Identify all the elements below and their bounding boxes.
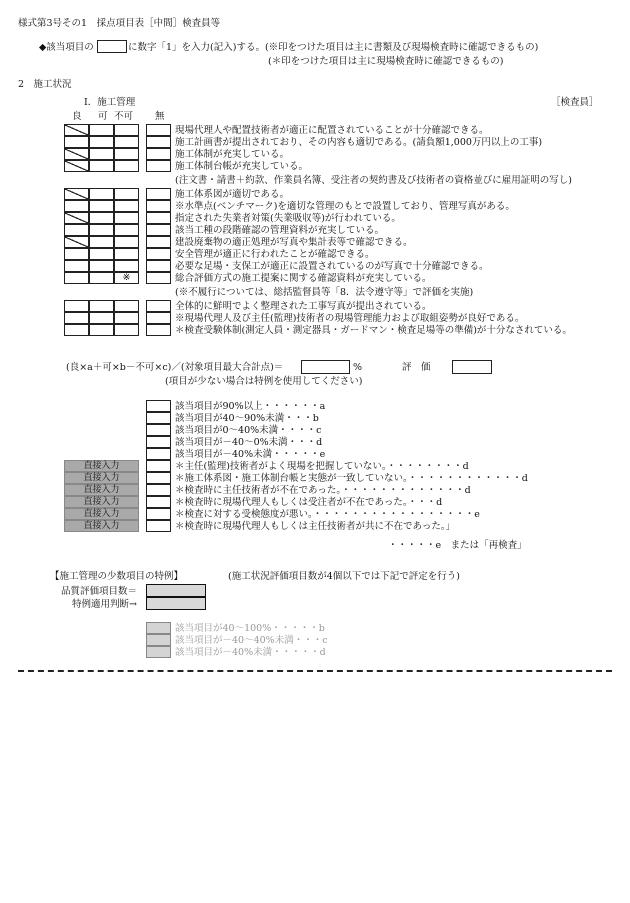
item-text: 施工体制台帳が充実している。: [175, 161, 309, 172]
none-cell[interactable]: [146, 324, 171, 336]
poor-cell[interactable]: [114, 188, 139, 200]
fair-cell[interactable]: [89, 212, 114, 224]
direct-input-cell[interactable]: [146, 520, 171, 532]
direct-item-text: ＊検査に対する受検態度が悪い。・・・・・・・・・・・・・・・・・e: [175, 509, 480, 520]
poor-cell[interactable]: [114, 324, 139, 336]
special-criteria-text: 該当項目が40～100%・・・・・b: [175, 623, 325, 634]
poor-cell[interactable]: [114, 212, 139, 224]
good-cell[interactable]: [64, 324, 89, 336]
good-cell[interactable]: [64, 148, 89, 160]
column-header-good: 良: [72, 111, 82, 122]
direct-input-label: 直接入力: [64, 496, 139, 508]
direct-input-label: 直接入力: [64, 508, 139, 520]
item-text: 現場代理人や配置技術者が適正に配置されていることが十分確認できる。: [175, 125, 489, 136]
none-cell[interactable]: [146, 136, 171, 148]
special-criteria-cell[interactable]: [146, 646, 171, 658]
formula-note: (項目が少ない場合は特例を使用してください): [165, 376, 363, 387]
good-cell[interactable]: [64, 160, 89, 172]
good-cell[interactable]: [64, 136, 89, 148]
poor-cell[interactable]: [114, 248, 139, 260]
special-criteria-cell[interactable]: [146, 634, 171, 646]
none-cell[interactable]: [146, 212, 171, 224]
criteria-text: 該当項目が0～40%未満・・・・c: [175, 425, 322, 436]
special-criteria-cell[interactable]: [146, 622, 171, 634]
criteria-cell[interactable]: [146, 448, 171, 460]
fair-cell[interactable]: [89, 136, 114, 148]
none-cell[interactable]: [146, 224, 171, 236]
fair-cell[interactable]: [89, 124, 114, 136]
good-cell[interactable]: [64, 124, 89, 136]
item-text: 該当工種の段階確認の管理資料が充実している。: [175, 225, 385, 236]
none-cell[interactable]: [146, 200, 171, 212]
fair-cell[interactable]: [89, 260, 114, 272]
column-header-fair: 可: [98, 111, 108, 122]
special-title: 【施工管理の少数項目の特例】: [50, 571, 184, 582]
item-text: 全体的に鮮明でよく整理された工事写真が提出されている。: [175, 301, 432, 312]
fair-cell[interactable]: [89, 160, 114, 172]
good-cell[interactable]: [64, 200, 89, 212]
subsection-title: Ⅰ．施工管理: [84, 97, 136, 108]
item-text: ※現場代理人及び主任(監理)技術者の現場管理能力および取組姿勢が良好である。: [175, 313, 525, 324]
direct-item-text: ＊施工体系図・施工体制台帳と実態が一致していない。・・・・・・・・・・・・d: [175, 473, 528, 484]
direct-input-cell[interactable]: [146, 460, 171, 472]
fair-cell[interactable]: [89, 248, 114, 260]
good-cell[interactable]: [64, 300, 89, 312]
direct-input-label: 直接入力: [64, 472, 139, 484]
instruction-text: に数字「1」を入力(記入)する。(※印をつけた項目は主に書類及び現場検査時に確認できるもの): [128, 42, 539, 53]
fair-cell[interactable]: [89, 300, 114, 312]
mark-symbol: ※: [122, 272, 131, 283]
none-cell[interactable]: [146, 312, 171, 324]
item-text: ※水準点(ベンチマーク)を適切な管理のもとで設置しており、管理写真がある。: [175, 201, 515, 212]
fair-cell[interactable]: [89, 272, 114, 284]
dashed-divider: [18, 670, 612, 672]
item-text: 建設廃棄物の適正処理が写真や集計表等で確認できる。: [175, 237, 413, 248]
none-cell[interactable]: [146, 124, 171, 136]
good-cell[interactable]: [64, 224, 89, 236]
fair-cell[interactable]: [89, 224, 114, 236]
good-cell[interactable]: [64, 312, 89, 324]
evaluation-result-field[interactable]: [452, 360, 492, 374]
direct-input-cell[interactable]: [146, 472, 171, 484]
direct-footer: ・・・・・e または「再検査」: [388, 540, 527, 551]
item-text: 施工体系図が適切である。: [175, 189, 290, 200]
good-cell[interactable]: [64, 272, 89, 284]
direct-item-text: ＊検査時に現場代理人もしくは受注者が不在であった。・・・d: [175, 497, 443, 508]
item-text: 施工計画書が提出されており、その内容も適切である。(請負額1,000万円以上の工事): [175, 137, 543, 148]
criteria-cell[interactable]: [146, 412, 171, 424]
none-cell[interactable]: [146, 300, 171, 312]
item-text: 安全管理が適正に行われたことが確認できる。: [175, 249, 375, 260]
direct-item-text: ＊検査時に主任技術者が不在であった。・・・・・・・・・・・・・d: [175, 485, 471, 496]
percentage-result-field[interactable]: [301, 360, 350, 374]
fair-cell[interactable]: [89, 236, 114, 248]
special-note: (施工状況評価項目数が4個以下では下記で評定を行う): [228, 571, 460, 582]
good-cell[interactable]: [64, 212, 89, 224]
poor-cell[interactable]: [114, 236, 139, 248]
instruction-prefix: ◆該当項目の: [39, 42, 94, 53]
criteria-cell[interactable]: [146, 436, 171, 448]
poor-cell[interactable]: [114, 300, 139, 312]
poor-cell[interactable]: [114, 136, 139, 148]
poor-cell[interactable]: [114, 124, 139, 136]
direct-input-label: 直接入力: [64, 520, 139, 532]
instruction-sample-box: [97, 40, 127, 53]
good-cell[interactable]: [64, 248, 89, 260]
direct-input-label: 直接入力: [64, 460, 139, 472]
evaluation-label: 評 価: [402, 362, 431, 373]
poor-cell[interactable]: [114, 224, 139, 236]
special-criteria-text: 該当項目が－40%未満・・・・・d: [175, 647, 326, 658]
instruction-note: (＊印をつけた項目は主に現場検査時に確認できるもの): [268, 56, 504, 67]
section-title: 2 施工状況: [18, 79, 72, 90]
criteria-text: 該当項目が40～90%未満・・・b: [175, 413, 319, 424]
good-cell[interactable]: [64, 188, 89, 200]
special-count-field[interactable]: [146, 584, 206, 597]
inspector-label: ［検査員］: [551, 97, 599, 108]
fair-cell[interactable]: [89, 148, 114, 160]
criteria-text: 該当項目が－40%未満・・・・・e: [175, 449, 326, 460]
direct-input-cell[interactable]: [146, 484, 171, 496]
criteria-cell[interactable]: [146, 424, 171, 436]
direct-item-text: ＊検査時に現場代理人もしくは主任技術者が共に不在であった。」: [175, 521, 456, 532]
fair-cell[interactable]: [89, 312, 114, 324]
direct-input-cell[interactable]: [146, 496, 171, 508]
special-count-label: 品質評価項目数＝: [61, 586, 138, 597]
poor-cell[interactable]: [114, 148, 139, 160]
item-text: ＊検査受験体制(測定人員・測定器具・ガードマン・検査足場等の準備)が十分なされている。: [175, 325, 572, 336]
direct-item-text: ＊主任(監理)技術者がよく現場を把握していない。・・・・・・・・d: [175, 461, 469, 472]
formula-text: (良×a＋可×b－不可×c)／(対象項目最大合計点)＝: [66, 362, 284, 373]
good-cell[interactable]: [64, 236, 89, 248]
special-judge-label: 特例適用判断→: [72, 599, 137, 610]
item-note: (※不履行については、総括監督員等「8．法令遵守等」で評価を実施): [175, 287, 474, 298]
column-header-poor: 不可: [114, 111, 134, 122]
none-cell[interactable]: [146, 260, 171, 272]
direct-input-label: 直接入力: [64, 484, 139, 496]
none-cell[interactable]: [146, 160, 171, 172]
percentage-unit: %: [353, 362, 363, 373]
special-judge-field[interactable]: [146, 597, 206, 610]
none-cell[interactable]: [146, 188, 171, 200]
item-text: 施工体制が充実している。: [175, 149, 290, 160]
none-cell[interactable]: [146, 148, 171, 160]
fair-cell[interactable]: [89, 188, 114, 200]
column-header-none: 無: [155, 111, 165, 122]
item-text: 必要な足場・支保工が適正に設置されているのが写真で十分確認できる。: [175, 261, 489, 272]
poor-cell[interactable]: [114, 260, 139, 272]
criteria-text: 該当項目が－40～0%未満・・・d: [175, 437, 323, 448]
poor-cell[interactable]: [114, 312, 139, 324]
none-cell[interactable]: [146, 248, 171, 260]
criteria-text: 該当項目が90%以上・・・・・・a: [175, 401, 326, 412]
direct-input-cell[interactable]: [146, 508, 171, 520]
item-text: 指定された失業者対策(失業吸収等)が行われている。: [175, 213, 401, 224]
poor-cell[interactable]: [114, 160, 139, 172]
none-cell[interactable]: [146, 236, 171, 248]
item-text: 総合評価方式の施工提案に関する確認資料が充実している。: [175, 273, 432, 284]
good-cell[interactable]: [64, 260, 89, 272]
item-note: (注文書・請書＋約款、作業員名簿、受注者の契約書及び技術者の資格並びに雇用証明の写し): [175, 175, 572, 186]
criteria-cell[interactable]: [146, 400, 171, 412]
poor-cell[interactable]: [114, 272, 139, 284]
form-title: 様式第3号その1 採点項目表［中間］検査員等: [18, 18, 221, 29]
poor-cell[interactable]: [114, 200, 139, 212]
special-criteria-text: 該当項目が－40～40%未満・・・c: [175, 635, 328, 646]
fair-cell[interactable]: [89, 324, 114, 336]
fair-cell[interactable]: [89, 200, 114, 212]
none-cell[interactable]: [146, 272, 171, 284]
